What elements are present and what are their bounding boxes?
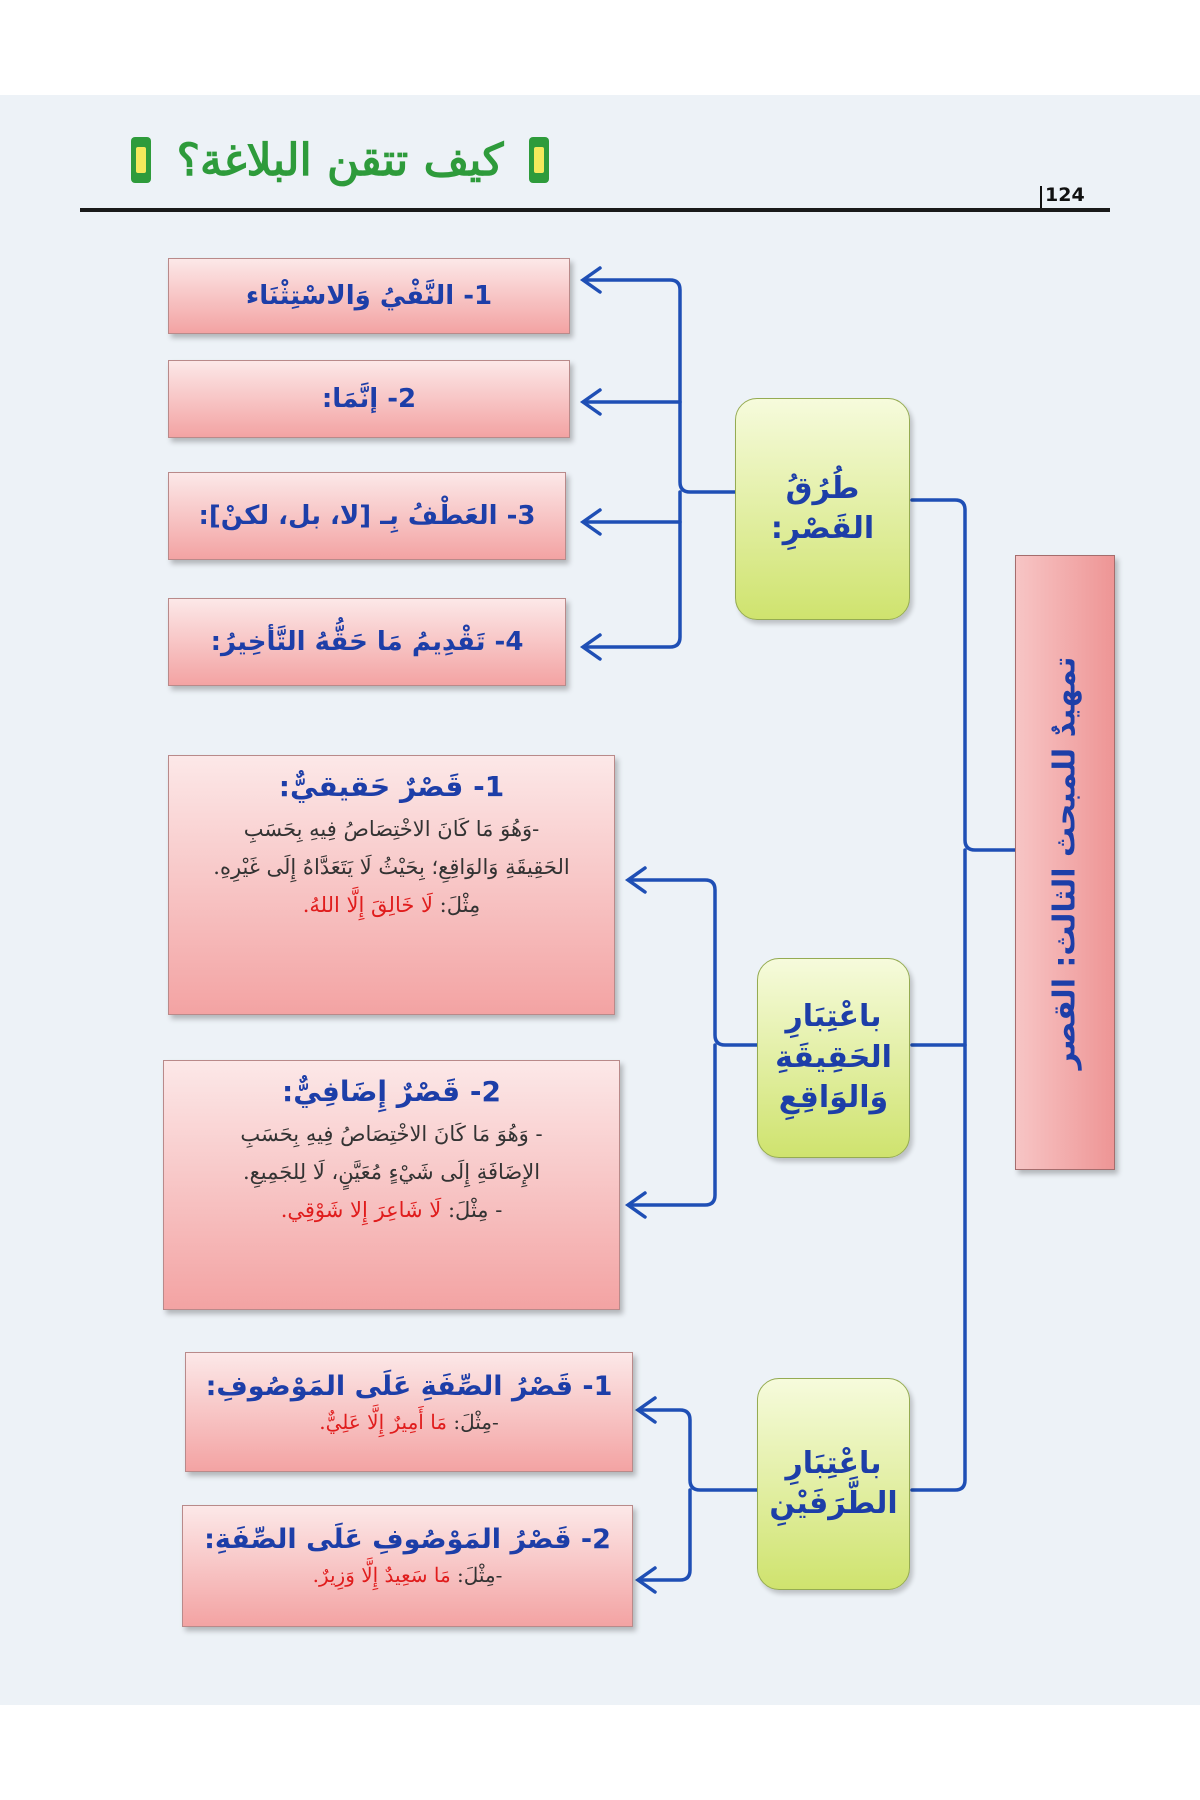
example-prefix: - مِثْلَ: [447, 1198, 503, 1222]
example-prefix: -مِثْلَ: [457, 1563, 503, 1587]
main-brace [912, 500, 1015, 850]
method-label-3: 3- العَطْفُ بِـ [لا، بل، لكنْ]: [198, 501, 536, 531]
category-methods-label: طُرُقُ القَصْرِ: [770, 470, 875, 546]
terms-brace [640, 1410, 757, 1490]
method-box-4 [168, 598, 566, 686]
method-box-3 [168, 472, 566, 560]
reality-type-title-1: 1- قَصْرٌ حَقيقيٌّ: [278, 770, 505, 803]
main-brace-lower [912, 850, 965, 1490]
reality-type-definition-1b: الحَقِيقَةِ وَالوَاقِعِ؛ بِحَيْثُ لَا يَتَعَدَّاهُ إِلَى غَيْرِهِ. [213, 855, 570, 879]
page-number: 124 [1045, 184, 1085, 206]
terms-type-box-2 [182, 1505, 633, 1627]
reality-type-definition-1a: -وَهُوَ مَا كَانَ الاخْتِصَاصُ فِيهِ بِحَسَبِ [243, 817, 540, 841]
example-prefix: -مِثْلَ: [453, 1410, 499, 1434]
reality-type-box-1 [168, 755, 615, 1015]
main-topic-label: تمهيدٌ للمبحث الثالث: القصر [1047, 656, 1083, 1069]
reality-type-definition-2b: الإِضَافَةِ إِلَى شَيْءٍ مُعَيَّنٍ، لَا لِلجَمِيعِ. [242, 1160, 541, 1184]
terms-type-title-2: 2- قَصْرُ المَوْصُوفِ عَلَى الصِّفَةِ: [204, 1524, 611, 1555]
terms-type-box-1 [185, 1352, 633, 1472]
method-label-2: 2- إنَّمَا: [321, 384, 417, 414]
example-text: لَا خَالِقَ إِلَّا اللهُ. [302, 893, 433, 917]
page-title: كيف تتقن البلاغة؟ [176, 134, 504, 186]
example-text: لَا شَاعِرَ إِلا شَوْقِي. [280, 1198, 442, 1222]
methods-brace [585, 280, 735, 492]
category-reality-label: باعْتِبَارِ الحَقِيقَةِ وَالوَاقِعِ [775, 999, 892, 1116]
method-box-1 [168, 258, 570, 334]
terms-type-example-2 [183, 1563, 632, 1587]
reality-type-title-2: 2- قَصْرٌ إِضَافِيٌّ: [282, 1075, 501, 1108]
category-reality-box [757, 958, 910, 1158]
category-terms-box [757, 1378, 910, 1590]
method-box-2 [168, 360, 570, 438]
example-text: مَا سَعِيدٌ إِلَّا وَزِيرٌ. [312, 1563, 451, 1587]
example-text: مَا أَمِيرٌ إِلَّا عَلِيٌّ. [319, 1410, 447, 1434]
reality-type-example-1 [169, 893, 614, 917]
reality-brace [630, 880, 757, 1045]
terms-type-example-1 [186, 1410, 632, 1434]
reality-type-definition-2a: - وَهُوَ مَا كَانَ الاخْتِصَاصُ فِيهِ بِحَسَبِ [240, 1122, 543, 1146]
reality-type-example-2 [164, 1198, 619, 1222]
category-terms-label: باعْتِبَارِ الطَّرَفَيْنِ [769, 1445, 898, 1521]
category-methods-box [735, 398, 910, 620]
reality-type-box-2 [163, 1060, 620, 1310]
terms-type-title-1: 1- قَصْرُ الصِّفَةِ عَلَى المَوْصُوفِ: [205, 1371, 613, 1402]
method-label-4: 4- تَقْدِيمُ مَا حَقُّهُ التَّأخِيرُ: [210, 627, 524, 657]
method-label-1: 1- النَّفْيُ وَالاسْتِثْنَاء [245, 281, 493, 311]
main-topic-box [1015, 555, 1115, 1170]
example-prefix: مِثْلَ: [439, 893, 481, 917]
